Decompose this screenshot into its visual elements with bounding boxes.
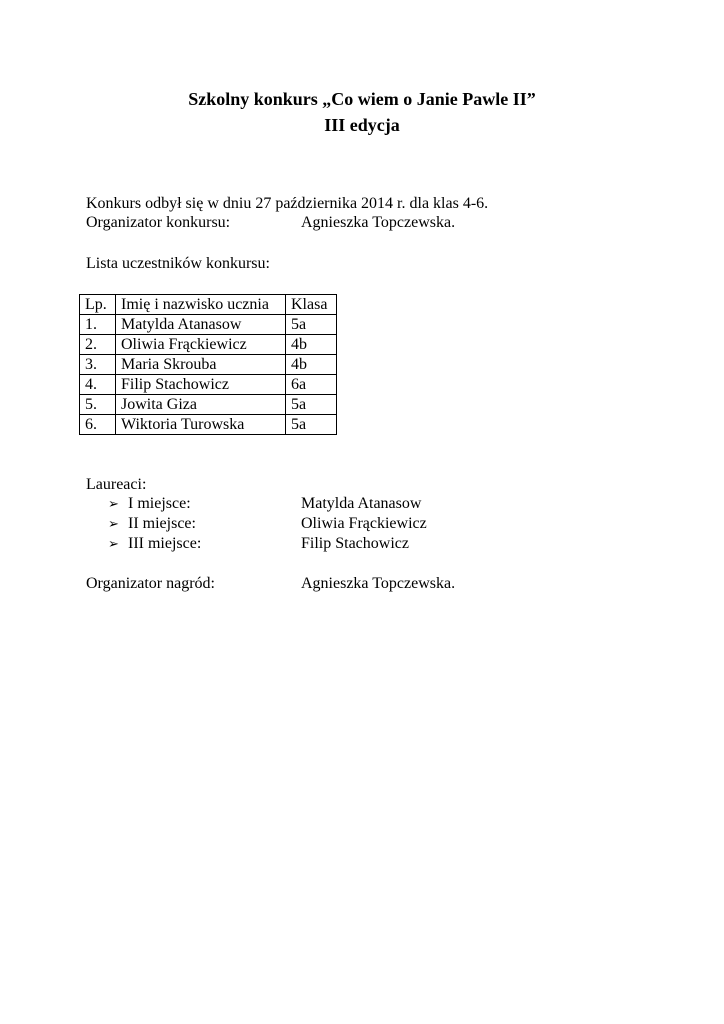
laureate-place-3 <box>108 534 201 555</box>
organizer-label: Organizator konkursu: <box>86 214 231 231</box>
table-row <box>80 355 337 375</box>
cell-class: 5a <box>286 415 337 435</box>
header-class: Klasa <box>286 295 337 315</box>
laureate-place-2 <box>108 514 196 535</box>
prizes-value: Agnieszka Topczewska. <box>301 575 456 592</box>
laureates-label: Laureaci: <box>86 476 147 493</box>
cell-name: Oliwia Frąckiewicz <box>116 335 286 355</box>
table-header-row <box>80 295 337 315</box>
laureate-name-3: Filip Stachowicz <box>301 535 409 552</box>
table-row <box>80 315 337 335</box>
table-row <box>80 375 337 395</box>
cell-name: Jowita Giza <box>116 395 286 415</box>
table-row <box>80 335 337 355</box>
laureate-name-1: Matylda Atanasow <box>301 495 422 512</box>
cell-lp: 5. <box>80 395 116 415</box>
cell-class: 6a <box>286 375 337 395</box>
document-title: Szkolny konkurs „Co wiem o Janie Pawle II” <box>188 89 536 109</box>
header-lp: Lp. <box>80 295 116 315</box>
cell-class: 4b <box>286 335 337 355</box>
cell-name: Matylda Atanasow <box>116 315 286 335</box>
cell-name: Wiktoria Turowska <box>116 415 286 435</box>
prizes-label: Organizator nagród: <box>86 575 215 592</box>
participants-label: Lista uczestników konkursu: <box>86 255 270 272</box>
cell-name: Filip Stachowicz <box>116 375 286 395</box>
laureate-place-label: III miejsce: <box>128 535 202 552</box>
document-subtitle: III edycja <box>324 115 400 135</box>
cell-lp: 3. <box>80 355 116 375</box>
cell-class: 5a <box>286 395 337 415</box>
cell-name: Maria Skrouba <box>116 355 286 375</box>
intro-text: Konkurs odbył się w dniu 27 października 2014 r. dla klas 4-6. <box>86 195 489 212</box>
arrowhead-bullet-icon: ➢ <box>108 497 119 512</box>
cell-lp: 6. <box>80 415 116 435</box>
arrowhead-bullet-icon: ➢ <box>108 517 119 532</box>
laureate-place-label: II miejsce: <box>128 515 196 532</box>
cell-lp: 1. <box>80 315 116 335</box>
table-row <box>80 415 337 435</box>
arrowhead-bullet-icon: ➢ <box>108 537 119 552</box>
cell-class: 4b <box>286 355 337 375</box>
cell-lp: 4. <box>80 375 116 395</box>
participants-table <box>79 294 337 435</box>
laureate-place-label: I miejsce: <box>128 495 191 512</box>
cell-lp: 2. <box>80 335 116 355</box>
cell-class: 5a <box>286 315 337 335</box>
laureate-name-2: Oliwia Frąckiewicz <box>301 515 427 532</box>
organizer-value: Agnieszka Topczewska. <box>301 214 456 231</box>
laureate-place-1 <box>108 494 191 515</box>
header-name: Imię i nazwisko ucznia <box>116 295 286 315</box>
table-row <box>80 395 337 415</box>
